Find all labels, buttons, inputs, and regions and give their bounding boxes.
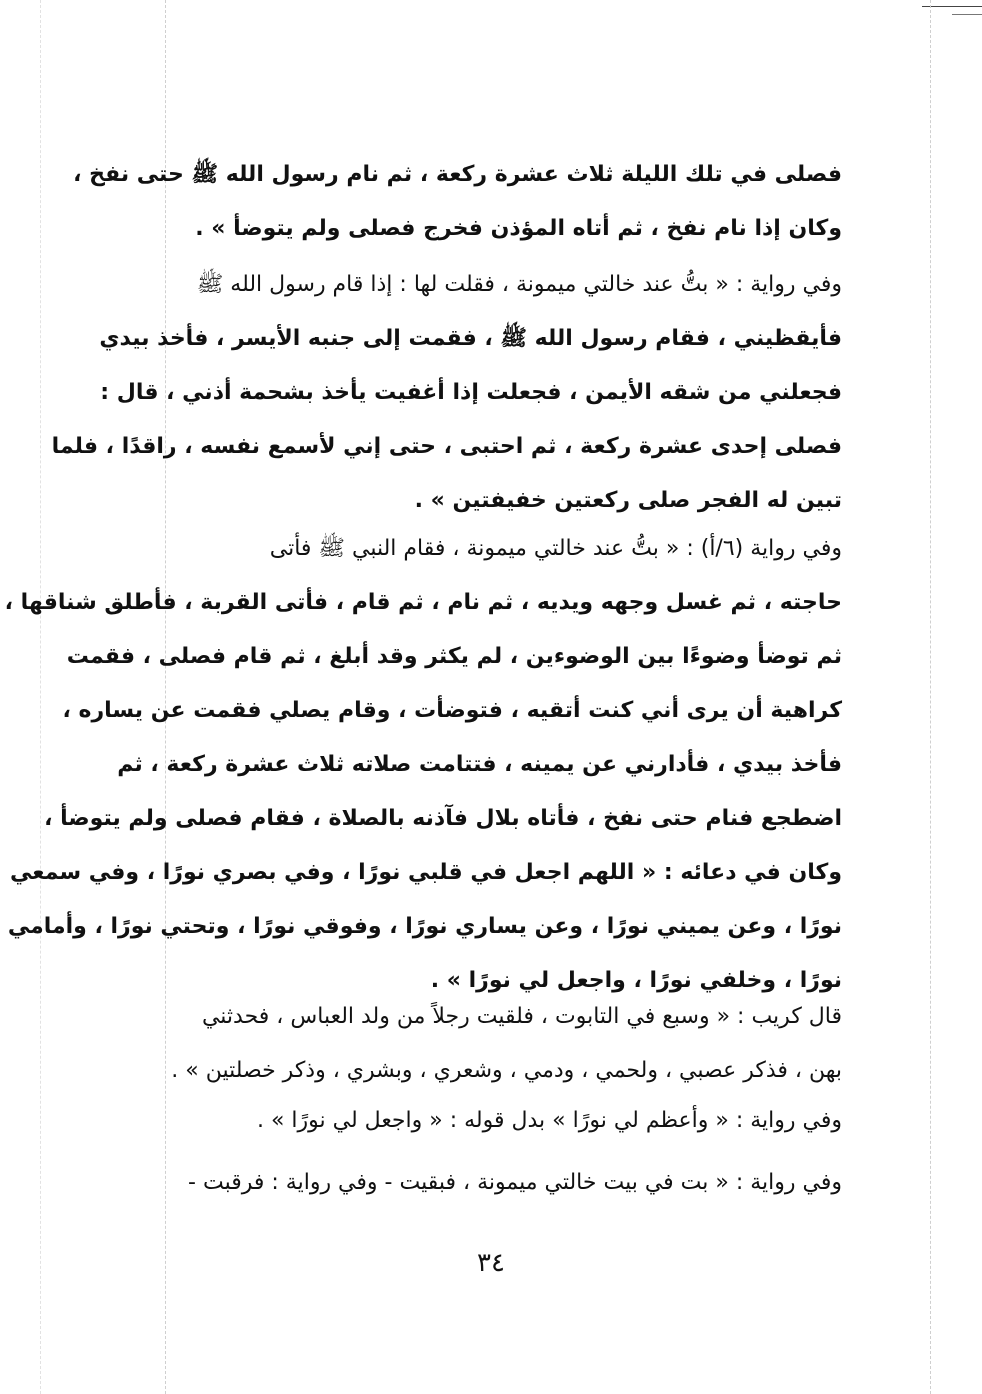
text-line: فصلى إحدى عشرة ركعة ، ثم احتبى ، حتى إني لأسمع نفسه ، راقدًا ، فلما (51, 434, 842, 459)
text-line: فصلى في تلك الليلة ثلاث عشرة ركعة ، ثم نام رسول الله ﷺ حتى نفخ ، (73, 162, 842, 187)
text-line: بهن ، فذكر عصبي ، ولحمي ، ودمي ، وشعري ، وبشري ، وذكر خصلتين » . (171, 1058, 842, 1083)
scan-margin-guide (40, 0, 41, 1394)
text-line: كراهية أن يرى أني كنت أتقيه ، فتوضأت ، وقام يصلي فقمت عن يساره ، (62, 698, 842, 723)
text-line: ثم توضأ وضوءًا بين الوضوءين ، لم يكثر وقد أبلغ ، ثم قام فصلى ، فقمت (66, 644, 842, 669)
text-line: تبين له الفجر صلى ركعتين خفيفتين » . (414, 488, 842, 513)
text-line: فجعلني من شقه الأيمن ، فجعلت إذا أغفيت يأخذ بشحمة أذني ، قال : (100, 380, 842, 405)
paragraph-narration (142, 990, 842, 1098)
text-line: وكان إذا نام نفخ ، ثم أتاه المؤذن فخرج فصلى ولم يتوضأ » . (195, 216, 842, 241)
text-line: نورًا ، وخلفي نورًا ، واجعل لي نورًا » . (430, 968, 842, 993)
paragraph-continuation (73, 148, 842, 256)
paragraph-narration (142, 1094, 842, 1148)
text-line: وكان في دعائه : « اللهم اجعل في قلبي نورًا ، وفي بصري نورًا ، وفي سمعي (10, 860, 842, 885)
page-number: ٣٤ (477, 1248, 505, 1278)
text-line: حاجته ، ثم غسل وجهه ويديه ، ثم نام ، ثم قام ، فأتى القربة ، فأطلق شناقها ، (4, 590, 842, 615)
text-line: وفي رواية : « وأعظم لي نورًا » بدل قوله : « واجعل لي نورًا » . (256, 1108, 842, 1133)
paragraph-narration (51, 258, 842, 528)
paragraph-narration (4, 522, 842, 1008)
scan-margin-guide (930, 0, 931, 1394)
text-line: فأيقظيني ، فقام رسول الله ﷺ ، فقمت إلى جنبه الأيسر ، فأخذ بيدي (99, 326, 842, 351)
text-line: قال كريب : « وسبع في التابوت ، فلقيت رجلاً من ولد العباس ، فحدثني (201, 1004, 842, 1029)
scan-edge-rule (952, 14, 982, 15)
text-line: وفي رواية : « بت في بيت خالتي ميمونة ، فبقيت - وفي رواية : فرقبت - (188, 1170, 842, 1195)
text-line: وفي رواية : « بتُّ عند خالتي ميمونة ، فقلت لها : إذا قام رسول الله ﷺ (196, 272, 842, 297)
text-line: اضطجع فنام حتى نفخ ، فأتاه بلال فآذنه بالصلاة ، فقام فصلى ولم يتوضأ ، (44, 806, 842, 831)
paragraph-narration (142, 1156, 842, 1210)
text-line: نورًا ، وعن يميني نورًا ، وعن يساري نورًا ، وفوقي نورًا ، وتحتي نورًا ، وأمامي (7, 914, 842, 939)
scan-edge-rule (922, 6, 982, 7)
text-line: فأخذ بيدي ، فأدارني عن يمينه ، فتتامت صلاته ثلاث عشرة ركعة ، ثم (117, 752, 842, 777)
text-line: وفي رواية (٦/أ) : « بتُّ عند خالتي ميمونة ، فقام النبي ﷺ فأتى (269, 536, 842, 561)
